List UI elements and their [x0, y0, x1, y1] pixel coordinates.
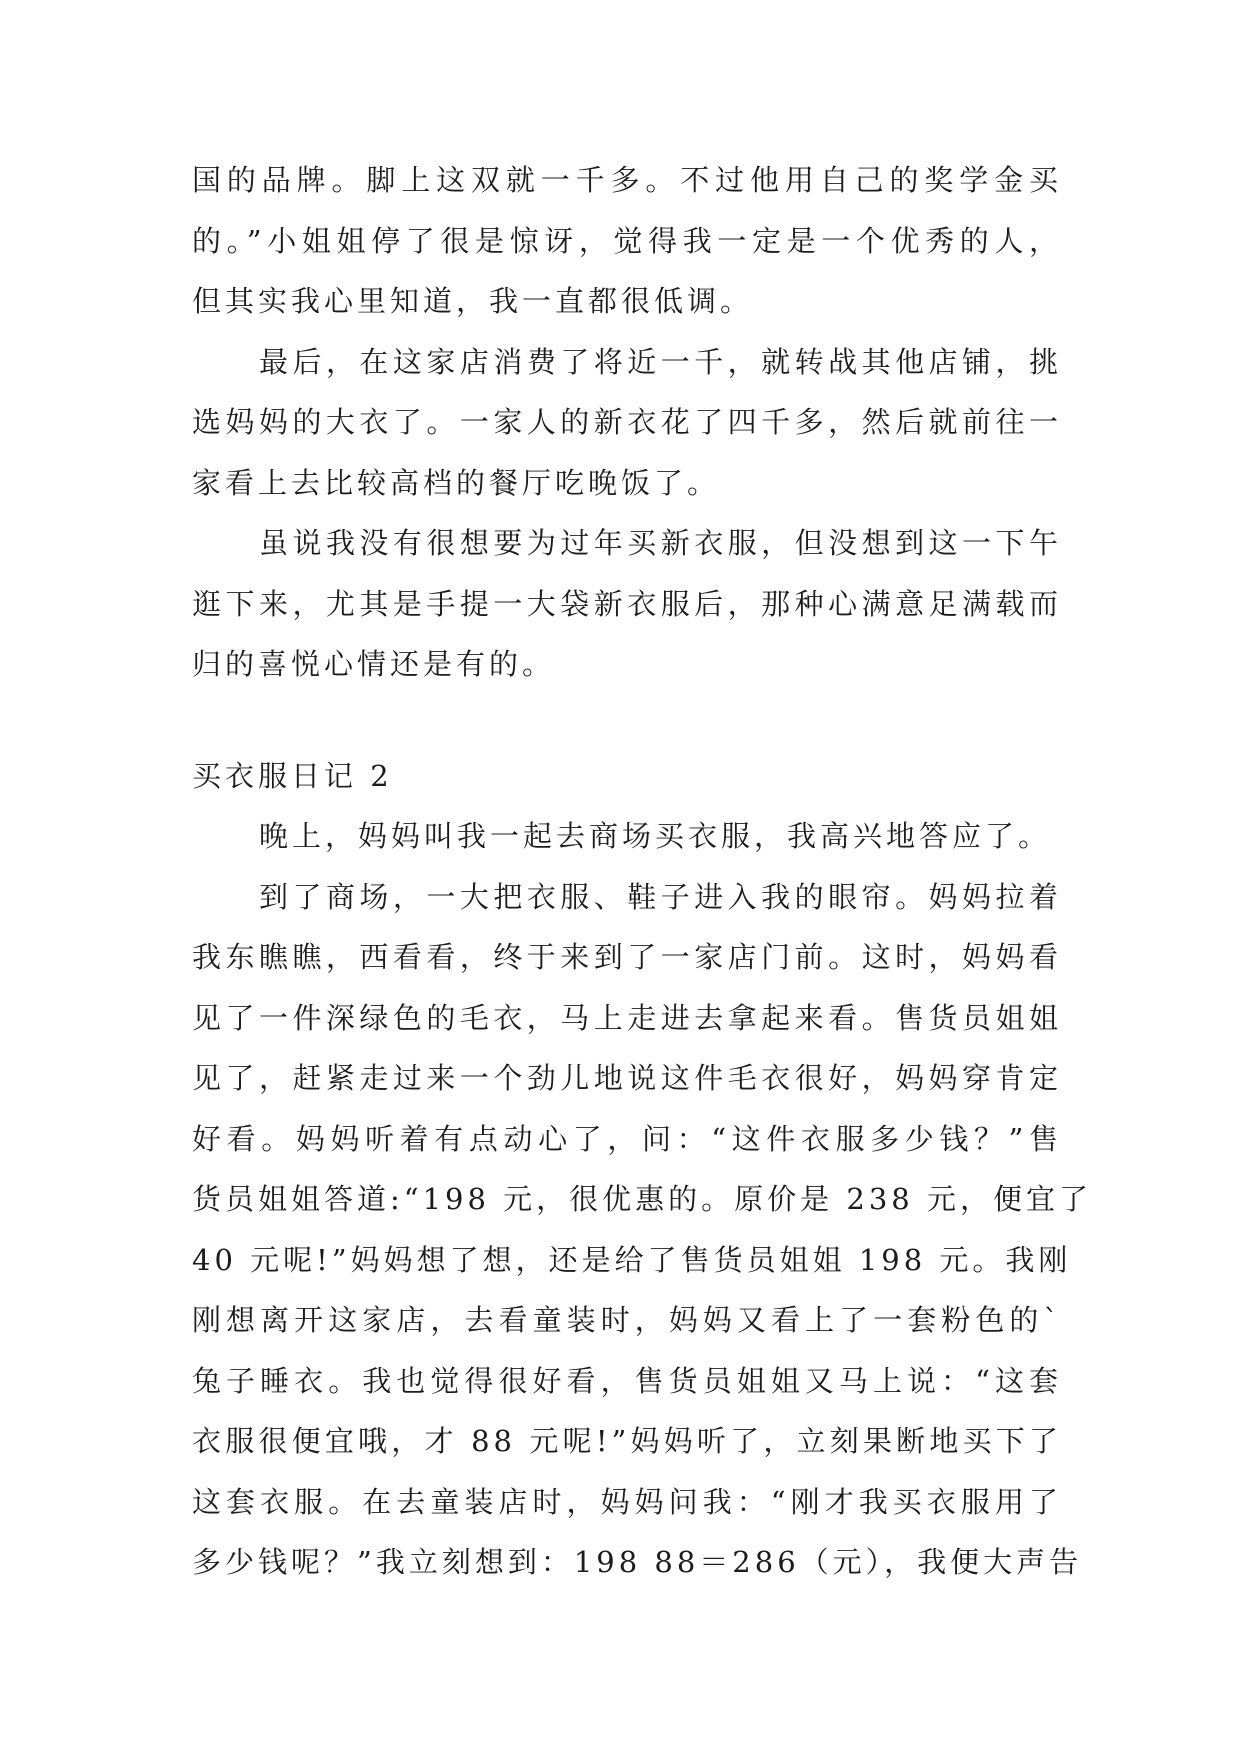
text-line: 虽说我没有很想要为过年买新衣服，但没想到这一下午	[259, 526, 1062, 560]
text-line: 晚上，妈妈叫我一起去商场买衣服，我高兴地答应了。	[259, 819, 1052, 853]
text-line: 刚想离开这家店，去看童装时，妈妈又看上了一套粉色的`	[192, 1303, 1062, 1337]
paragraph	[192, 806, 1062, 867]
section-heading: 买衣服日记 2	[192, 759, 393, 793]
text-line: 兔子睡衣。我也觉得很好看，售货员姐姐又马上说：“这套	[192, 1363, 1062, 1398]
text-line: 逛下来，尤其是手提一大袋新衣服后，那种心满意足满载而	[192, 586, 1062, 621]
text-line: 40 元呢!”妈妈想了想，还是给了售货员姐姐 198 元。我刚	[192, 1242, 1072, 1277]
text-line: 这套衣服。在去童装店时，妈妈问我：“刚才我买衣服用了	[192, 1484, 1062, 1519]
text-line: 但其实我心里知道，我一直都很低调。	[192, 284, 754, 318]
text-line: 到了商场，一大把衣服、鞋子进入我的眼帘。妈妈拉着	[259, 879, 1062, 914]
text-line: 归的喜悦心情还是有的。	[192, 647, 556, 681]
text-line: 选妈妈的大衣了。一家人的新衣花了四千多，然后就前往一	[192, 405, 1062, 439]
paragraph	[192, 513, 1062, 695]
text-line: 的。”小姐姐停了很是惊讶，觉得我一定是一个优秀的人，	[192, 223, 1062, 258]
text-line: 国的品牌。脚上这双就一千多。不过他用自己的奖学金买	[192, 163, 1062, 197]
paragraph	[192, 332, 1062, 514]
text-line: 我东瞧瞧，西看看，终于来到了一家店门前。这时，妈妈看	[192, 940, 1062, 974]
paragraph	[192, 867, 1092, 1593]
text-line: 见了一件深绿色的毛衣，马上走进去拿起来看。售货员姐姐	[192, 1000, 1062, 1035]
text-line: 最后，在这家店消费了将近一千，就转战其他店铺，挑	[259, 344, 1062, 379]
document-body	[192, 150, 1092, 1593]
paragraph	[192, 150, 1062, 332]
text-line: 好看。妈妈听着有点动心了，问：“这件衣服多少钱？”售	[192, 1121, 1062, 1156]
text-line: 家看上去比较高档的餐厅吃晚饭了。	[192, 465, 721, 500]
text-line: 衣服很便宜哦，才 88 元呢!”妈妈听了，立刻果断地买下了	[192, 1424, 1062, 1458]
text-line: 货员姐姐答道:“198 元，很优惠的。原价是 238 元，便宜了	[192, 1182, 1092, 1216]
text-line: 见了，赶紧走过来一个劲儿地说这件毛衣很好，妈妈穿肯定	[192, 1061, 1062, 1095]
text-line: 多少钱呢？”我立刻想到：198 88＝286（元），我便大声告	[192, 1545, 1083, 1579]
